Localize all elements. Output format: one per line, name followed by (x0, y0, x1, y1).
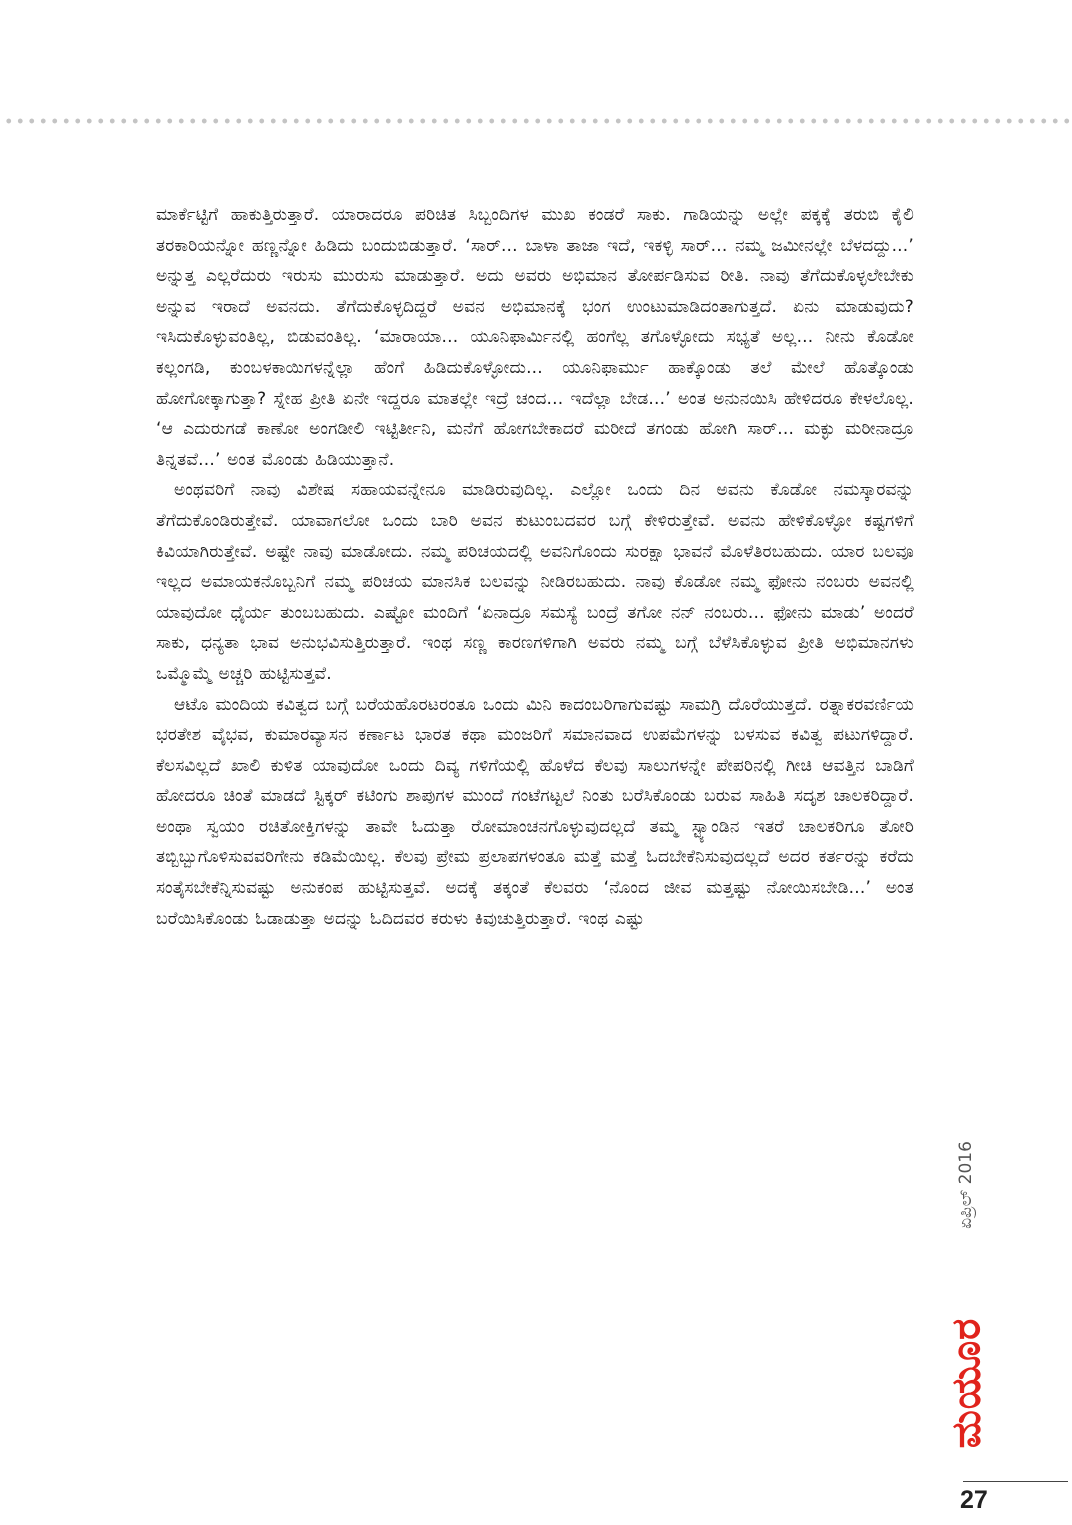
page-number: 27 (960, 1486, 988, 1514)
article-paragraph-1: ಮಾರ್ಕೆಟ್ಟಿಗೆ ಹಾಕುತ್ತಿರುತ್ತಾರೆ. ಯಾರಾದರೂ ಪರಿಚಿತ ಸಿಬ್ಬಂದಿಗಳ ಮುಖ ಕಂಡರೆ ಸಾಕು. ಗಾಡಿಯನ್ನು ಅಲ್ಲೇ ಪಕ್ಕಕ್ಕೆ ತರುಬಿ ಕೈಲಿ ತರಕಾರಿಯನ್ನೋ ಹಣ್ಣನ್ನೋ ಹಿಡಿದು ಬಂದುಬಿಡುತ್ತಾರೆ. ‘ಸಾರ್... ಬಾಳಾ ತಾಜಾ ಇದೆ, ಇಕಳ್ಳಿ ಸಾರ್... ನಮ್ಮ ಜಮೀನಲ್ಲೇ ಬೆಳದದ್ದು...’ ಅನ್ನುತ್ತ ಎಲ್ಲರೆದುರು ಇರುಸು ಮುರುಸು ಮಾಡುತ್ತಾರೆ. ಅದು ಅವರು ಅಭಿಮಾನ ತೋರ್ಪಡಿಸುವ ರೀತಿ. ನಾವು ತೆಗೆದುಕೊಳ್ಳಲೇಬೇಕು ಅನ್ನುವ ಇರಾದೆ ಅವನದು. ತೆಗೆದುಕೊಳ್ಳದಿದ್ದರೆ ಅವನ ಅಭಿಮಾನಕ್ಕೆ ಭಂಗ ಉಂಟುಮಾಡಿದಂತಾಗುತ್ತದೆ. ಏನು ಮಾಡುವುದು? ಇಸಿದುಕೊಳ್ಳುವಂತಿಲ್ಲ, ಬಿಡುವಂತಿಲ್ಲ. ‘ಮಾರಾಯಾ... ಯೂನಿಫಾರ್ಮಿನಲ್ಲಿ ಹಂಗೆಲ್ಲ ತಗೊಳ್ಳೋದು ಸಭ್ಯತೆ ಅಲ್ಲ... ನೀನು ಕೊಡೋ ಕಲ್ಲಂಗಡಿ, ಕುಂಬಳಕಾಯಿಗಳನ್ನೆಲ್ಲಾ ಹೆಂಗೆ ಹಿಡಿದುಕೊಳ್ಳೋದು... ಯೂನಿಫಾರ್ಮು ಹಾಕ್ಕೊಂಡು ತಲೆ ಮೇಲೆ ಹೊತ್ಕೊಂಡು ಹೋಗೋಕ್ಕಾಗುತ್ತಾ? ಸ್ನೇಹ ಪ್ರೀತಿ ಏನೇ ಇದ್ದರೂ ಮಾತಲ್ಲೇ ಇದ್ರೆ ಚಂದ... ಇದೆಲ್ಲಾ ಬೇಡ...’ ಅಂತ ಅನುನಯಿಸಿ ಹೇಳಿದರೂ ಕೇಳಲೊಲ್ಲ. ‘ಆ ಎದುರುಗಡೆ ಕಾಣೋ ಅಂಗಡೀಲಿ ಇಟ್ಟಿರ್ತೀನಿ, ಮನೆಗೆ ಹೋಗಬೇಕಾದರೆ ಮರೀದೆ ತಗಂಡು ಹೋಗಿ ಸಾರ್... ಮಕ್ಳು ಮರೀನಾದ್ರೂ ತಿನ್ನತವೆ...’ ಅಂತ ಮೊಂಡು ಹಿಡಿಯುತ್ತಾನೆ. (156, 205, 914, 470)
article-paragraph-3: ಆಟೊ ಮಂದಿಯ ಕವಿತ್ವದ ಬಗ್ಗೆ ಬರೆಯಹೊರಟರಂತೂ ಒಂದು ಮಿನಿ ಕಾದಂಬರಿಗಾಗುವಷ್ಟು ಸಾಮಗ್ರಿ ದೊರೆಯುತ್ತದೆ. ರತ್ನಾಕರವರ್ಣಿಯ ಭರತೇಶ ವೈಭವ, ಕುಮಾರವ್ಯಾಸನ ಕರ್ಣಾಟ ಭಾರತ ಕಥಾ ಮಂಜರಿಗೆ ಸಮಾನವಾದ ಉಪಮೆಗಳನ್ನು ಬಳಸುವ ಕವಿತ್ವ ಪಟುಗಳಿದ್ದಾರೆ. ಕೆಲಸವಿಲ್ಲದೆ ಖಾಲಿ ಕುಳಿತ ಯಾವುದೋ ಒಂದು ದಿವ್ಯ ಗಳಿಗೆಯಲ್ಲಿ ಹೊಳೆದ ಕೆಲವು ಸಾಲುಗಳನ್ನೇ ಪೇಪರಿನಲ್ಲಿ ಗೀಚಿ ಆವತ್ತಿನ ಬಾಡಿಗೆ ಹೋದರೂ ಚಿಂತೆ ಮಾಡದೆ ಸ್ಟಿಕ್ಕರ್ ಕಟಿಂಗು ಶಾಪುಗಳ ಮುಂದೆ ಗಂಟೆಗಟ್ಟಲೆ ನಿಂತು ಬರೆಸಿಕೊಂಡು ಬರುವ ಸಾಹಿತಿ ಸದೃಶ ಚಾಲಕರಿದ್ದಾರೆ. ಅಂಥಾ ಸ್ವಯಂ ರಚಿತೋಕ್ತಿಗಳನ್ನು ತಾವೇ ಓದುತ್ತಾ ರೋಮಾಂಚನಗೊಳ್ಳುವುದಲ್ಲದೆ ತಮ್ಮ ಸ್ಟ್ಯಾಂಡಿನ ಇತರೆ ಚಾಲಕರಿಗೂ ತೋರಿ ತಬ್ಬಿಬ್ಬುಗೊಳಿಸುವವರಿಗೇನು ಕಡಿಮೆಯಿಲ್ಲ. ಕೆಲವು ಪ್ರೇಮ ಪ್ರಲಾಪಗಳಂತೂ ಮತ್ತೆ ಮತ್ತೆ ಓದಬೇಕೆನಿಸುವುದಲ್ಲದೆ ಅದರ ಕರ್ತರನ್ನು ಕರೆದು ಸಂತೈಸಬೇಕೆನ್ನಿಸುವಷ್ಟು ಅನುಕಂಪ ಹುಟ್ಟಿಸುತ್ತವೆ. ಅದಕ್ಕೆ ತಕ್ಕಂತೆ ಕೆಲವರು ‘ನೊಂದ ಜೀವ ಮತ್ತಷ್ಟು ನೋಯಿಸಬೇಡಿ...’ ಅಂತ ಬರೆಯಿಸಿಕೊಂಡು ಓಡಾಡುತ್ತಾ ಅದನ್ನು ಓದಿದವರ ಕರುಳು ಕಿವುಚುತ್ತಿರುತ್ತಾರೆ. ಇಂಥ ಎಷ್ಟು (156, 694, 914, 929)
page-number-rule (963, 1481, 1068, 1482)
magazine-logo (944, 1288, 988, 1478)
magazine-logo-text: ಮಯೂರ (943, 1317, 989, 1449)
issue-date (944, 1110, 988, 1260)
article-paragraph-2: ಅಂಥವರಿಗೆ ನಾವು ವಿಶೇಷ ಸಹಾಯವನ್ನೇನೂ ಮಾಡಿರುವುದಿಲ್ಲ. ಎಲ್ಲೋ ಒಂದು ದಿನ ಅವನು ಕೊಡೋ ನಮಸ್ಕಾರವನ್ನು ತೆಗೆದುಕೊಂಡಿರುತ್ತೇವೆ. ಯಾವಾಗಲೋ ಒಂದು ಬಾರಿ ಅವನ ಕುಟುಂಬದವರ ಬಗ್ಗೆ ಕೇಳಿರುತ್ತೇವೆ. ಅವನು ಹೇಳಿಕೊಳ್ಳೋ ಕಷ್ಟಗಳಿಗೆ ಕಿವಿಯಾಗಿರುತ್ತೇವೆ. ಅಷ್ಟೇ ನಾವು ಮಾಡೋದು. ನಮ್ಮ ಪರಿಚಯದಲ್ಲಿ ಅವನಿಗೊಂದು ಸುರಕ್ಷಾ ಭಾವನೆ ಮೊಳೆತಿರಬಹುದು. ಯಾರ ಬಲವೂ ಇಲ್ಲದ ಅಮಾಯಕನೊಬ್ಬನಿಗೆ ನಮ್ಮ ಪರಿಚಯ ಮಾನಸಿಕ ಬಲವನ್ನು ನೀಡಿರಬಹುದು. ನಾವು ಕೊಡೋ ನಮ್ಮ ಫೋನು ನಂಬರು ಅವನಲ್ಲಿ ಯಾವುದೋ ಧೈರ್ಯ ತುಂಬಬಹುದು. ಎಷ್ಟೋ ಮಂದಿಗೆ ‘ಏನಾದ್ರೂ ಸಮಸ್ಯೆ ಬಂದ್ರೆ ತಗೋ ನನ್ ನಂಬರು... ಫೋನು ಮಾಡು’ ಅಂದರೆ ಸಾಕು, ಧನ್ಯತಾ ಭಾವ ಅನುಭವಿಸುತ್ತಿರುತ್ತಾರೆ. ಇಂಥ ಸಣ್ಣ ಕಾರಣಗಳಿಗಾಗಿ ಅವರು ನಮ್ಮ ಬಗ್ಗೆ ಬೆಳೆಸಿಕೊಳ್ಳುವ ಪ್ರೀತಿ ಅಭಿಮಾನಗಳು ಒಮ್ಮೊಮ್ಮೆ ಅಚ್ಚರಿ ಹುಟ್ಟಿಸುತ್ತವೆ. (156, 480, 914, 684)
article-body (156, 200, 914, 1445)
dotted-header-rule (0, 117, 1072, 125)
side-margin-tag (944, 1110, 988, 1480)
issue-date-text: ಏಪ್ರಿಲ್ 2016 (956, 1141, 976, 1229)
